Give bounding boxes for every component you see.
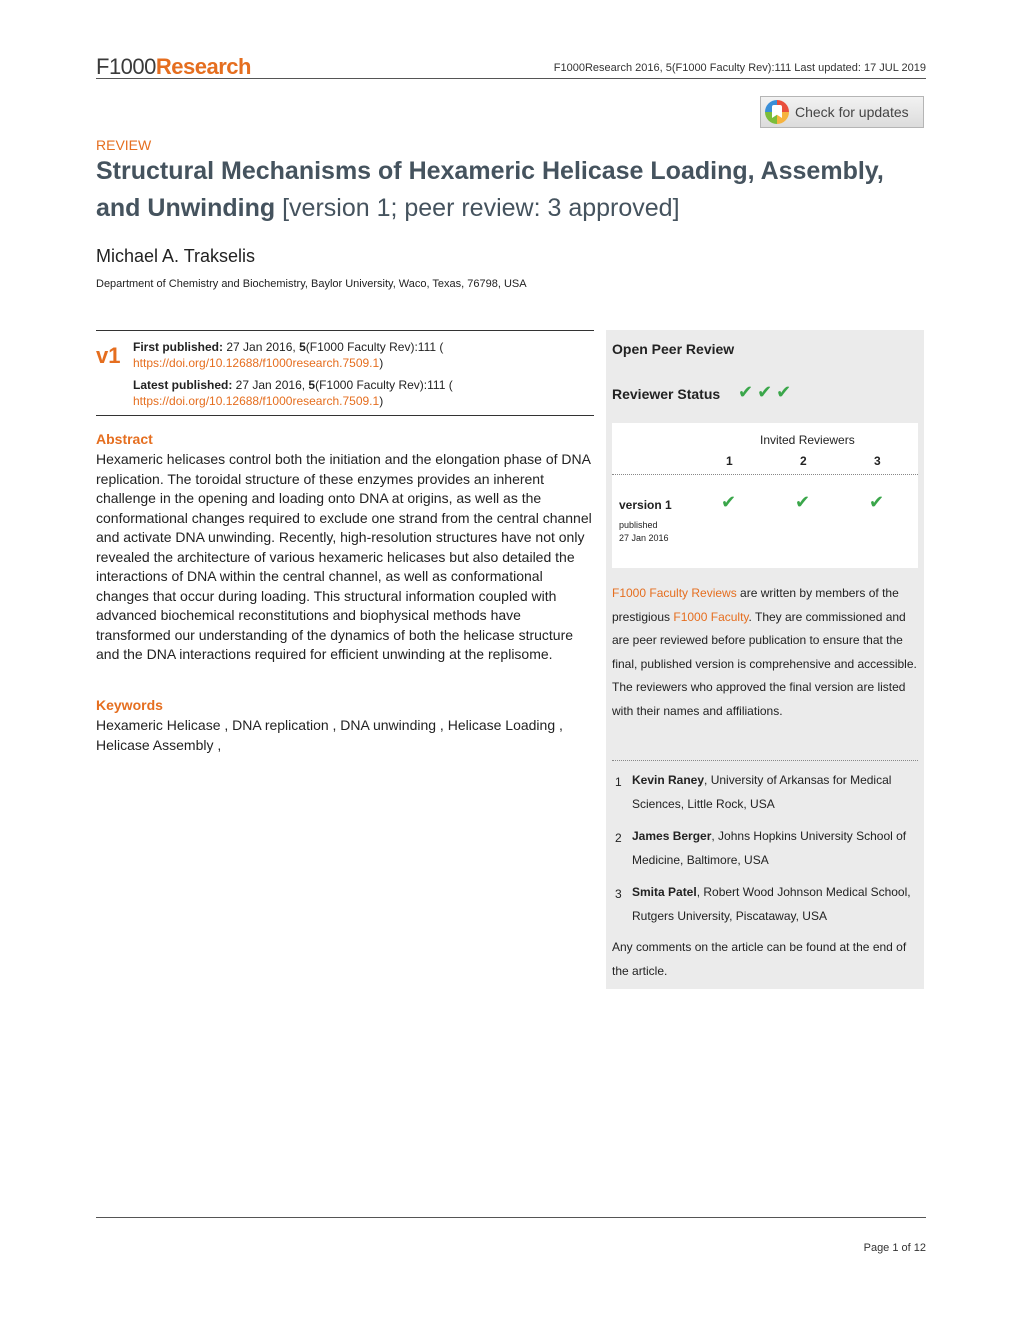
author-affiliation: Department of Chemistry and Biochemistry, Baylor University, Waco, Texas, 76798, USA <box>96 278 527 290</box>
reviewer-column-2: 2 <box>800 454 807 468</box>
footer-divider <box>96 1217 926 1218</box>
check-for-updates-button[interactable] <box>760 96 924 128</box>
first-published-label: First published: <box>133 340 223 354</box>
keywords-heading: Keywords <box>96 697 163 713</box>
reviewer-entry <box>612 824 922 872</box>
reviewer-column-1: 1 <box>726 454 733 468</box>
article-type: REVIEW <box>96 137 152 153</box>
latest-published-volume: 5 <box>308 378 316 392</box>
check-for-updates-label: Check for updates <box>795 104 909 120</box>
reviewer-name[interactable]: Kevin Raney <box>632 773 705 787</box>
table-divider <box>612 474 918 475</box>
note-text-1: are written by members of the prestigious <box>612 586 899 624</box>
approved-check-icon[interactable]: ✔ <box>721 492 737 512</box>
page-number: Page 1 of 12 <box>863 1242 926 1254</box>
reviewer-status-checks-icon: ✔✔✔ <box>738 382 796 402</box>
logo-research: Research <box>155 54 251 79</box>
first-published <box>133 339 443 371</box>
reviewer-entry <box>612 880 922 928</box>
article-title: Structural Mechanisms of Hexameric Helicase Loading, Assembly, and Unwinding <box>96 157 884 222</box>
open-peer-review-title: Open Peer Review <box>612 341 735 357</box>
reviewer-number: 1 <box>615 775 622 789</box>
keywords-text: Hexameric Helicase , DNA replication , DNA unwinding , Helicase Loading , Helicase Assembly , <box>96 717 563 753</box>
comments-note: Any comments on the article can be found at the end of the article. <box>612 940 907 978</box>
latest-published <box>133 377 453 409</box>
latest-published-doi-link[interactable]: https://doi.org/10.12688/f1000research.7509.1 <box>133 394 380 408</box>
reviewer-entry <box>612 768 922 816</box>
reviewer-affiliation: , University of Arkansas for Medical Sciences, Little Rock, USA <box>632 773 892 811</box>
faculty-link[interactable]: F1000 Faculty <box>673 609 749 624</box>
reviewer-number: 3 <box>615 887 622 901</box>
version-box <box>96 330 594 416</box>
version-note: [version 1; peer review: 3 approved] <box>282 194 680 222</box>
approved-check-icon[interactable]: ✔ <box>795 492 811 512</box>
reviewer-status-label: Reviewer Status <box>612 386 721 402</box>
header-divider <box>96 78 926 79</box>
journal-logo <box>96 54 251 80</box>
abstract-heading: Abstract <box>96 431 153 447</box>
author-name[interactable]: Michael A. Trakselis <box>96 246 256 266</box>
crossmark-icon <box>765 100 789 124</box>
reviewer-number: 2 <box>615 831 622 845</box>
reviewer-affiliation: , Robert Wood Johnson Medical School, Rutgers University, Piscataway, USA <box>632 885 911 923</box>
note-text-2: . They are commissioned and are peer reviewed before publication to ensure that the final, published version is comprehensive and accessible. The reviewers who approved the final version are listed with their names and affiliations. <box>612 609 917 718</box>
invited-reviewers-label: Invited Reviewers <box>760 433 855 447</box>
abstract-text: Hexameric helicases control both the initiation and the elongation phase of DNA replication. The toroidal structure of these enzymes provides an inherent challenge in the opening and loading onto DNA at origins, as well as the conformational changes required to exclude one strand from the central channel and activate DNA unwinding. Recently, high-resolution structures have not only revealed the architecture of various hexameric helicases but also detailed the interactions of DNA within the central channel, as well as conformational changes that occur during loading. This structural information coupled with advanced biochemical reconstitutions and biophysical methods have transformed our understanding of the dynamics of both the helicase structure and the DNA interactions required for efficient unwinding at the replisome. <box>96 451 592 662</box>
published-date: 27 Jan 2016 <box>619 533 669 543</box>
version-label: v1 <box>96 343 121 368</box>
latest-published-date: 27 Jan 2016, <box>232 378 309 392</box>
first-published-doi-link[interactable]: https://doi.org/10.12688/f1000research.7509.1 <box>133 356 380 370</box>
close-paren: ) <box>379 394 384 408</box>
latest-published-issue: (F1000 Faculty Rev):111 ( <box>315 378 453 392</box>
article-title-block <box>96 153 926 227</box>
first-published-issue: (F1000 Faculty Rev):111 ( <box>305 340 444 354</box>
reviewer-name[interactable]: Smita Patel <box>632 885 697 899</box>
faculty-reviews-link[interactable]: F1000 Faculty Reviews <box>612 586 737 600</box>
reviewer-name[interactable]: James Berger <box>632 829 712 843</box>
version-1-published <box>619 519 669 545</box>
logo-f1000: F1000 <box>96 54 156 79</box>
close-paren: ) <box>379 356 384 370</box>
faculty-reviews-note <box>612 582 920 723</box>
approved-check-icon[interactable]: ✔ <box>869 492 885 512</box>
panel-divider <box>612 760 918 761</box>
reviewer-column-3: 3 <box>874 454 881 468</box>
first-published-volume: 5 <box>299 340 306 354</box>
citation-line: F1000Research 2016, 5(F1000 Faculty Rev):111 Last updated: 17 JUL 2019 <box>553 62 926 74</box>
first-published-date: 27 Jan 2016, <box>223 340 300 354</box>
published-label: published <box>619 520 658 530</box>
version-1-link[interactable]: version 1 <box>619 498 672 512</box>
latest-published-label: Latest published: <box>133 378 233 392</box>
reviewer-affiliation: , Johns Hopkins University School of Medicine, Baltimore, USA <box>632 829 907 867</box>
